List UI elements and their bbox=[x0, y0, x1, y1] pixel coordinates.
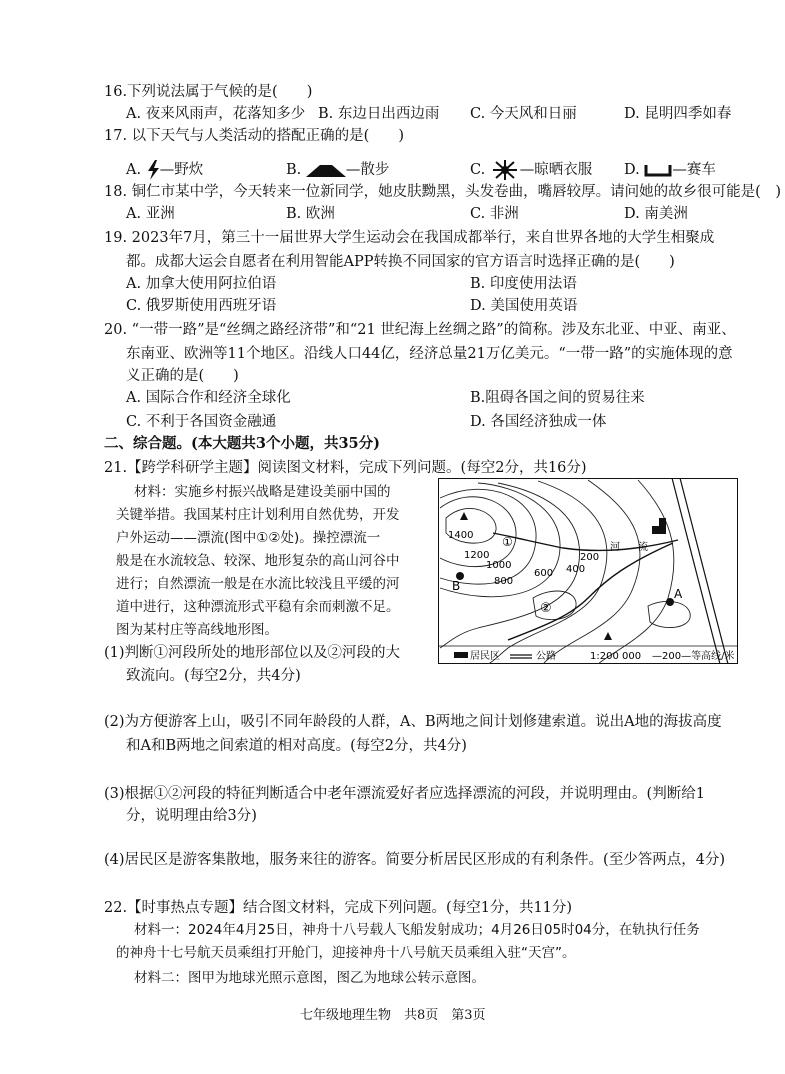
contour-label-1400: 1400 bbox=[448, 530, 474, 541]
q20-option-b: B.阻碍各国之间的贸易往来 bbox=[470, 390, 645, 406]
q21-sub3-line2: 分，说明理由给3分) bbox=[126, 808, 257, 824]
q22-material2: 材料二：图甲为地球光照示意图，图乙为地球公转示意图。 bbox=[134, 970, 485, 986]
river-segment-2-mark: ② bbox=[540, 601, 552, 616]
q22-material1-line2: 的神舟十七号航天员乘组打开舱门，迎接神舟十八号航天员乘组入驻“天宫”。 bbox=[116, 945, 576, 961]
q22-stem: 22.【时事热点专题】结合图文材料，完成下列问题。(每空1分，共11分) bbox=[104, 900, 573, 916]
section-heading: 二、综合题。(本大题共3个小题，共35分) bbox=[104, 435, 380, 452]
q21-material-line1: 材料：实施乡村振兴战略是建设美丽中国的 bbox=[134, 484, 391, 500]
q21-material-line4: 般是在水流较急、较深、地形复杂的高山河谷中 bbox=[116, 553, 400, 569]
q21-sub2-line2: 和A和B两地之间索道的相对高度。(每空2分，共4分) bbox=[126, 738, 467, 754]
q20-option-c: C. 不利于各国资金融通 bbox=[126, 414, 277, 430]
q16-option-a: A. 夜来风雨声，花落知多少 bbox=[126, 106, 306, 122]
contour-label-400: 400 bbox=[566, 564, 586, 575]
q20-stem-line1: 20. “一带一路”是“丝绸之路经济带”和“21 世纪海上丝绸之路”的简称。涉及东北亚、中亚、南亚、 bbox=[104, 322, 736, 338]
q21-material-line5: 进行；自然漂流一般是在水流比较浅且平缓的河 bbox=[116, 576, 400, 592]
sandstorm-icon bbox=[306, 163, 346, 177]
q21-sub2-line1: (2)为方便游客上山，吸引不同年龄段的人群，A、B两地之间计划修建索道。说出A地的海拔高度 bbox=[104, 714, 722, 730]
q19-option-d: D. 美国使用英语 bbox=[470, 298, 578, 314]
contour-map bbox=[438, 478, 738, 664]
q21-material-line3: 户外运动——漂流(图中①②处)。操控漂流一 bbox=[116, 530, 381, 546]
q17-option-d-letter: D. bbox=[624, 162, 640, 178]
contour-label-800: 800 bbox=[494, 576, 514, 587]
q19-stem-line2: 都。成都大运会自愿者在利用智能APP转换不同国家的官方语言时选择正确的是( ) bbox=[126, 254, 675, 270]
q17-option-b-letter: B. bbox=[286, 162, 302, 178]
q19-option-c: C. 俄罗斯使用西班牙语 bbox=[126, 298, 277, 314]
contour-map-svg bbox=[438, 478, 738, 664]
q17-option-c-letter: C. bbox=[470, 162, 486, 178]
residential-block-2 bbox=[659, 518, 666, 528]
q20-stem-line2: 东南亚、欧洲等11个地区。沿线人口44亿，经济总量21万亿美元。“一带一路”的实施体现的意 bbox=[126, 346, 733, 362]
q20-option-a: A. 国际合作和经济全球化 bbox=[126, 390, 291, 406]
q18-option-d: D. 南美洲 bbox=[624, 206, 688, 222]
sunny-icon bbox=[490, 160, 520, 180]
q16-stem: 16.下列说法属于气候的是( ) bbox=[104, 84, 313, 100]
legend-road-label: 公路 bbox=[536, 651, 556, 662]
point-b-label: B bbox=[452, 579, 461, 593]
contour-label-600: 600 bbox=[534, 568, 554, 579]
q16-option-c: C. 今天风和日丽 bbox=[470, 106, 577, 122]
q21-sub3-line1: (3)根据①②河段的特征判断适合中老年漂流爱好者应选择漂流的河段，并说明理由。(判断给1 bbox=[104, 786, 705, 802]
q17-option-d bbox=[624, 160, 716, 180]
contour-label-1000: 1000 bbox=[486, 560, 512, 571]
q19-option-b: B. 印度使用法语 bbox=[470, 276, 577, 292]
legend-scale: 1:200 000 bbox=[590, 651, 642, 662]
point-a-marker bbox=[666, 598, 674, 606]
q20-stem-line3: 义正确的是( ) bbox=[126, 368, 239, 384]
frost-icon bbox=[644, 163, 672, 177]
legend-residential-swatch bbox=[454, 652, 468, 658]
q17-option-b-text: —散步 bbox=[345, 162, 390, 178]
contour-label-200: 200 bbox=[580, 552, 600, 563]
page-footer: 七年级地理生物 共8页 第3页 bbox=[300, 1008, 486, 1023]
q17-option-d-text: —赛车 bbox=[672, 162, 716, 178]
q21-sub1-line1: (1)判断①河段所处的地形部位以及②河段的大 bbox=[104, 645, 401, 661]
point-a-label: A bbox=[674, 587, 683, 601]
q21-material-line2: 关键举措。我国某村庄计划利用自然优势，开发 bbox=[116, 507, 400, 523]
legend-residential-label: 居民区 bbox=[470, 651, 500, 662]
q17-option-c-text: —晾晒衣服 bbox=[519, 162, 593, 178]
q19-stem-line1: 19. 2023年7月，第三十一届世界大学生运动会在我国成都举行，来自世界各地的大学生相聚成 bbox=[104, 230, 715, 246]
q18-option-c: C. 非洲 bbox=[470, 206, 519, 222]
q22-material1-line1: 材料一：2024年4月25日，神舟十八号载人飞船发射成功；4月26日05时04分，在轨执行任务 bbox=[134, 922, 700, 938]
q19-option-a: A. 加拿大使用阿拉伯语 bbox=[126, 276, 277, 292]
q20-option-d: D. 各国经济独成一体 bbox=[470, 414, 607, 430]
q18-stem: 18. 铜仁市某中学，今天转来一位新同学，她皮肤黝黑，头发卷曲，嘴唇较厚。请问她的故乡很可能是( ) bbox=[104, 184, 781, 200]
contour-label-1200: 1200 bbox=[464, 550, 490, 561]
lightning-icon bbox=[146, 160, 160, 180]
legend-contour-label: —200—等高线/米 bbox=[652, 651, 735, 662]
river-label-2: 流 bbox=[638, 542, 648, 553]
q17-stem: 17. 以下天气与人类活动的搭配正确的是( ) bbox=[104, 128, 404, 144]
q16-option-b: B. 东边日出西边雨 bbox=[318, 106, 440, 122]
river-label-1: 河 bbox=[610, 542, 620, 553]
q17-option-a bbox=[126, 160, 203, 180]
q21-sub1-line2: 致流向。(每空2分，共4分) bbox=[126, 668, 301, 684]
q18-option-b: B. 欧洲 bbox=[286, 206, 335, 222]
q21-sub4: (4)居民区是游客集散地，服务来往的游客。简要分析居民区形成的有利条件。(至少答两点，4分) bbox=[104, 852, 726, 868]
q21-material-line7: 图为某村庄等高线地形图。 bbox=[116, 622, 278, 638]
q18-option-a: A. 亚洲 bbox=[126, 206, 175, 222]
q17-option-b bbox=[286, 160, 389, 180]
q17-option-a-text: —野炊 bbox=[159, 162, 204, 178]
q17-option-c bbox=[470, 160, 592, 180]
q21-stem: 21.【跨学科研学主题】阅读图文材料，完成下列问题。(每空2分，共16分) bbox=[104, 460, 587, 476]
q21-material-line6: 道中进行，这种漂流形式平稳有余而刺激不足。 bbox=[116, 599, 400, 615]
q16-option-d: D. 昆明四季如春 bbox=[624, 106, 732, 122]
q17-option-a-letter: A. bbox=[126, 162, 142, 178]
river-segment-1-mark: ① bbox=[502, 535, 513, 549]
